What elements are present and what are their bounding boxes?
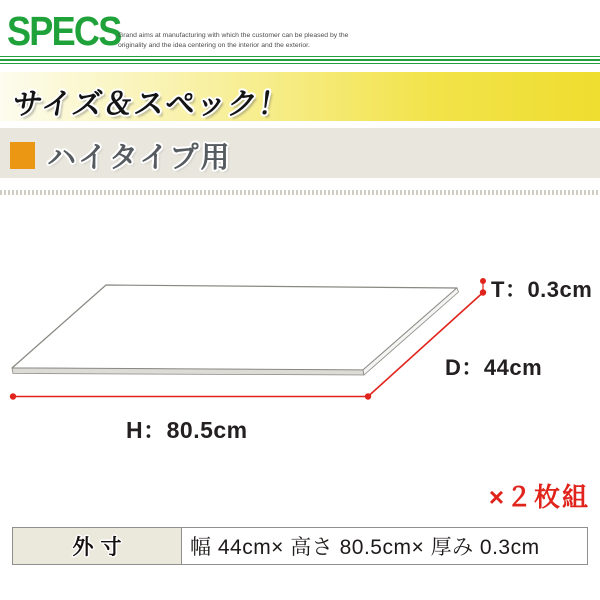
- spec-row-value: 幅 44cm× 高さ 80.5cm× 厚み 0.3cm: [182, 528, 588, 565]
- size-spec-banner: [0, 72, 600, 121]
- green-rule-bottom: [0, 63, 600, 64]
- section-header-high-type: [0, 128, 600, 178]
- dimension-dot: [10, 393, 16, 399]
- dimension-dot: [480, 278, 486, 284]
- spec-table: [12, 527, 588, 565]
- thickness-dimension-label: T：0.3cm: [491, 277, 593, 302]
- spec-row-label: 外寸: [13, 528, 182, 565]
- width-dimension-label: H：80.5cm: [126, 417, 248, 443]
- dotted-divider: [0, 190, 600, 195]
- specs-logo: SPECS: [7, 8, 121, 54]
- dimension-dot: [480, 289, 486, 295]
- banner-title: サイズ＆スペック！: [10, 88, 292, 121]
- green-rule-middle: [0, 59, 600, 61]
- dimension-dot: [365, 393, 371, 399]
- spec-table-row: [13, 528, 588, 565]
- section-title: ハイタイプ用: [47, 142, 232, 174]
- depth-dimension-label: D：44cm: [445, 355, 543, 380]
- orange-square-bullet-icon: [10, 142, 35, 169]
- header-tagline: [118, 31, 358, 51]
- panel-top-face: [12, 285, 457, 370]
- tagline-line-1: Grand aims at manufacturing with which the customer can be pleased by the: [118, 32, 349, 39]
- green-rule-top: [0, 56, 600, 57]
- quantity-note: ×２枚組: [488, 482, 590, 512]
- tagline-line-2: originality and the idea centering on the interior and the exterior.: [118, 42, 310, 50]
